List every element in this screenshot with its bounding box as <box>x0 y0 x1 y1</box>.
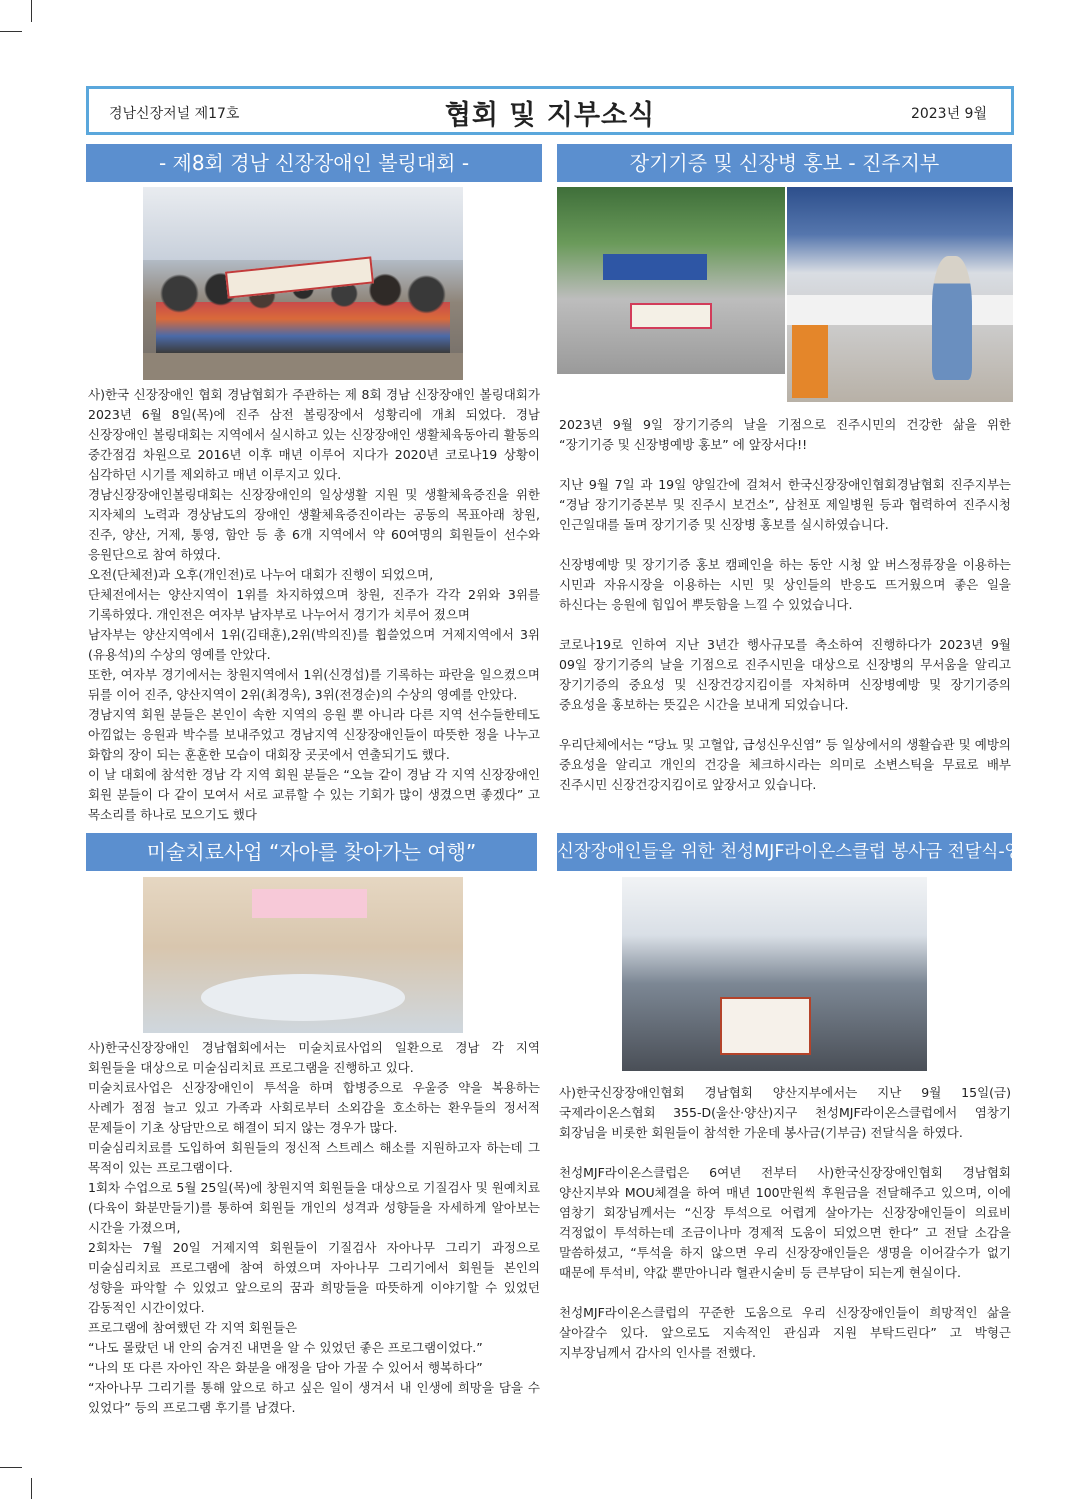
paragraph: 사)한국신장장애인협회 경남협회 양산지부에서는 지난 9월 15일(금) 국제라이온스협회 355-D(울산·양산)지구 천성MJF라이온스클럽에서 염창기 회장님을 비롯한 회원들이 참석한 가운데 봉사금(기부금) 전달식을 하였다. <box>559 1085 1011 1140</box>
crop-mark <box>31 0 32 22</box>
issue-date: 2023년 9월 <box>910 106 987 122</box>
page-title: 협회 및 지부소식 <box>444 100 656 131</box>
section-title-organ: 장기기증 및 신장병 홍보 - 진주지부 <box>557 144 1012 182</box>
paragraph: 이 날 대회에 참석한 경남 각 지역 회원 분들은 “오늘 같이 경남 각 지역 신장장애인 회원 분들이 다 같이 모여서 서로 교류할 수 있는 기회가 많이 생겼으면 좋겠다” 고 목소리를 하나로 모으기도 했다 <box>88 767 540 822</box>
paragraph: 사)한국 신장장애인 협회 경남협회가 주관하는 제 8회 경남 신장장애인 볼링대회가 2023년 6월 8일(목)에 진주 삼전 볼링장에서 성황리에 개최 되었다. 경남 신장장애인 볼링대회는 지역에서 실시하고 있는 신장장애인 생활체육동아리 활동의 중간점검 차원으로 2016년 이후 매년 이루어 지다가 2020년 코로나19 상황이 심각하던 시기를 제외하고 매년 이루지고 있다. <box>88 387 540 482</box>
paragraph: 프로그램에 참여했던 각 지역 회원들은 <box>88 1320 298 1335</box>
paragraph: 경남신장장애인볼링대회는 신장장애인의 일상생활 지원 및 생활체육증진을 위한 지자체의 노력과 경상남도의 장애인 생활체육증진이라는 공동의 목표아래 창원, 진주, 양산, 거제, 통영, 함안 등 총 6개 지역에서 약 60여명의 회원들이 선수와 응원단으로 참여 하였다. <box>88 487 540 562</box>
photo-art-therapy <box>143 877 463 1033</box>
section-title-lions: 신장장애인들을 위한 천성MJF라이온스클럽 봉사금 전달식-양산지부 <box>557 833 1012 871</box>
article-bowling <box>88 385 540 831</box>
article-organ <box>559 415 1011 815</box>
page-header <box>86 86 1014 135</box>
paragraph: “나도 몰랐던 내 안의 숨겨진 내면을 알 수 있었던 좋은 프로그램이었다.” <box>88 1340 483 1355</box>
crop-mark <box>31 1478 32 1499</box>
section-title-bowling: - 제8회 경남 신장장애인 볼링대회 - <box>86 144 542 182</box>
paragraph: 또한, 여자부 경기에서는 창원지역에서 1위(신경섭)를 기록하는 파란을 일으켰으며 뒤를 이어 진주, 양산지역이 2위(최경욱), 3위(전경순)의 수상의 영예를 안았다. <box>88 667 540 702</box>
article-art <box>88 1038 540 1418</box>
crop-mark <box>0 31 22 32</box>
photo-donation-ceremony <box>622 877 927 1071</box>
photo-campaign-tent <box>557 187 785 374</box>
paragraph: 우리단체에서는 “당뇨 및 고혈압, 급성신우신염” 등 일상에서의 생활습관 및 예방의 중요성을 알리고 개인의 건강을 체크하시라는 의미로 소변스틱을 무료로 배부 진주시민 신장건강지킴이로 앞장서고 있습니다. <box>559 737 1011 792</box>
paragraph: 오전(단체전)과 오후(개인전)로 나누어 대회가 진행이 되었으며, <box>88 567 434 582</box>
paragraph: 코로나19로 인하여 지난 3년간 행사규모를 축소하여 진행하다가 2023년 9월 09일 장기기증의 날을 기점으로 진주시민을 대상으로 신장병의 무서움을 알리고 장기기증의 중요성 및 신장건강지킴이를 자처하며 신장병예방 및 장기기증의 중요성을 홍보하는 뜻깊은 시간을 보내게 되었습니다. <box>559 637 1011 712</box>
paragraph: “자아나무 그리기를 통해 앞으로 하고 싶은 일이 생겨서 내 인생에 희망을 담을 수 있었다” 등의 프로그램 후기를 남겼다. <box>88 1380 540 1415</box>
paragraph: 미술치료사업은 신장장애인이 투석을 하며 합병증으로 우울증 약을 복용하는 사례가 점점 늘고 있고 가족과 사회로부터 소외감을 호소하는 환우들의 정서적 문제들이 기초 상담만으로 해결이 되지 않는 경우가 많다. <box>88 1080 540 1135</box>
crop-mark <box>0 1467 22 1468</box>
paragraph: 사)한국신장장애인 경남협회에서는 미술치료사업의 일환으로 경남 각 지역 회원들을 대상으로 미술심리치료 프로그램을 진행하고 있다. <box>88 1040 540 1075</box>
paragraph: 신장병예방 및 장기기증 홍보 캠페인을 하는 동안 시청 앞 버스정류장을 이용하는 시민과 자유시장을 이용하는 시민 및 상인들의 반응도 뜨거웠으며 좋은 일을 하신다는 응원에 힘입어 뿌듯함을 느낄 수 있었습니다. <box>559 557 1011 612</box>
paragraph: 단체전에서는 양산지역이 1위를 차지하였으며 창원, 진주가 각각 2위와 3위를 기록하였다. 개인전은 여자부 남자부로 나누어서 경기가 치루어 졌으며 <box>88 587 540 622</box>
paragraph: 2회차는 7월 20일 거제지역 회원들이 기질검사 자아나무 그리기 과정으로 미술심리치료 프로그램에 참여 하였으며 자아나무 그리기에서 회원들 본인의 성향을 파악할 수 있었고 앞으로의 꿈과 희망들을 따뜻하게 이야기할 수 있었던 감동적인 시간이었다. <box>88 1240 540 1315</box>
paragraph: 미술심리치료를 도입하여 회원들의 정신적 스트레스 해소를 지원하고자 하는데 그 목적이 있는 프로그램이다. <box>88 1140 540 1175</box>
paragraph: 남자부는 양산지역에서 1위(김태훈),2위(박의진)를 휩쓸었으며 거제지역에서 3위(유용석)의 수상의 영예를 안았다. <box>88 627 540 662</box>
paragraph: 1회차 수업으로 5월 25일(목)에 창원지역 회원들을 대상으로 기질검사 및 원예치료(다육이 화분만들기)를 통하여 회원들 개인의 성격과 성향들을 자세하게 알아보는 시간을 가졌으며, <box>88 1180 540 1235</box>
paragraph: 천성MJF라이온스클럽은 6여년 전부터 사)한국신장장애인협회 경남협회 양산지부와 MOU체결을 하여 매년 100만원씩 후원금을 전달해주고 있으며, 이에 염창기 회장님께서는 “신장 투석으로 어렵게 살아가는 신장장애인들이 의료비 걱정없이 투석하는데 조금이나마 경제적 도움이 되었으면 한다” 고 전달 소감을 말씀하셨고, “투석을 하지 않으면 우리 신장장애인들은 생명을 이어갈수가 없기 때문에 투석비, 약값 뿐만아니라 혈관시술비 등 큰부담이 되는게 현실이다. <box>559 1165 1011 1280</box>
paragraph: 경남지역 회원 분들은 본인이 속한 지역의 응원 뿐 아니라 다른 지역 선수들한테도 아낌없는 응원과 박수를 보내주었고 경남지역 신장장애인들이 따뜻한 정을 나누고 화합의 장이 되는 훈훈한 모습이 대회장 곳곳에서 연출되기도 했다. <box>88 707 540 762</box>
paragraph: “나의 또 다른 자아인 작은 화분을 애정을 담아 가꿀 수 있어서 행복하다” <box>88 1360 483 1375</box>
paragraph: 2023년 9월 9일 장기기증의 날을 기점으로 진주시민의 건강한 삶을 위한 “장기기증 및 신장병예방 홍보” 에 앞장서다!! <box>559 417 1011 452</box>
article-lions <box>559 1083 1011 1413</box>
journal-issue: 경남신장저널 제17호 <box>109 106 240 122</box>
section-title-art: 미술치료사업 “자아를 찾아가는 여행” <box>86 833 537 871</box>
paragraph: 지난 9월 7일 과 19일 양일간에 걸쳐서 한국신장장애인협회경남협회 진주지부는 “경남 장기기증본부 및 진주시 보건소”, 삼천포 제일병원 등과 협력하여 진주시청 인근일대를 돌며 장기기증 및 신장병 홍보를 실시하였습니다. <box>559 477 1011 532</box>
photo-health-booth <box>787 187 1013 402</box>
paragraph: 천성MJF라이온스클럽의 꾸준한 도움으로 우리 신장장애인들이 희망적인 삶을 살아갈수 있다. 앞으로도 지속적인 관심과 지원 부탁드린다” 고 박형근 지부장님께서 감사의 인사를 전했다. <box>559 1305 1011 1360</box>
photo-bowling-group <box>143 187 463 380</box>
